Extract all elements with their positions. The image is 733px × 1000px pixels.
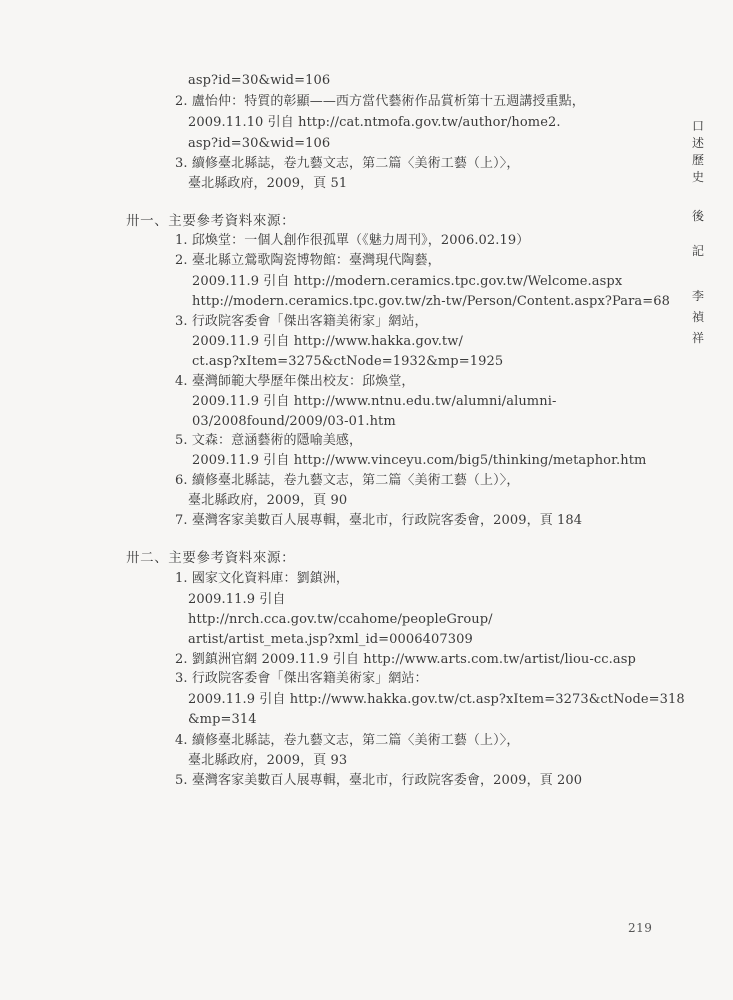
sidebar-char: 口 [691,119,704,133]
sidebar-char: 祥 [691,331,704,345]
sidebar-char: 述 [691,136,704,150]
text-line: 臺北縣政府，2009，頁 93 [188,753,348,768]
text-line: 03/2008found/2009/03-01.htm [192,414,396,429]
text-line: 5. 臺灣客家美數百人展專輯，臺北市，行政院客委會，2009，頁 200 [175,773,583,788]
sidebar-char: 史 [691,170,704,184]
text-line: &mp=314 [188,712,257,727]
section-heading: 卅一、主要參考資料來源： [126,213,296,229]
text-line: 2009.11.9 引自 http://modern.ceramics.tpc.gov.tw/Welcome.aspx [192,274,623,289]
sidebar-char: 禎 [691,310,704,324]
text-line: 3. 續修臺北縣誌，卷九藝文志，第二篇〈美術工藝（上）〉， [175,156,520,171]
text-line: 4. 臺灣師範大學歷年傑出校友：邱煥堂， [175,374,415,389]
sidebar-char: 歷 [691,153,704,167]
text-line: 2. 盧怡仲：特質的彰顯——西方當代藝術作品賞析第十五週講授重點， [175,94,585,109]
text-line: asp?id=30&wid=106 [188,136,331,151]
text-line: 2009.11.10 引自 http://cat.ntmofa.gov.tw/author/home2. [188,115,561,130]
sidebar-char: 後 [691,209,704,223]
text-line: 5. 文森：意涵藝術的隱喻美感， [175,433,363,448]
text-line: artist/artist_meta.jsp?xml_id=0006407309 [188,632,473,647]
sidebar-char: 記 [691,244,704,258]
text-line: 臺北縣政府，2009，頁 51 [188,176,348,191]
text-line: 2. 劉鎮洲官網 2009.11.9 引自 http://www.arts.com.tw/artist/liou-cc.asp [175,652,636,667]
text-line: 3. 行政院客委會「傑出客籍美術家」網站， [175,314,428,329]
text-line: 7. 臺灣客家美數百人展專輯，臺北市，行政院客委會，2009，頁 184 [175,513,583,528]
text-line: 臺北縣政府，2009，頁 90 [188,493,348,508]
text-line: 3. 行政院客委會「傑出客籍美術家」網站： [175,671,428,686]
text-line: 1. 國家文化資料庫：劉鎮洲， [175,571,350,586]
text-line: 2009.11.9 引自 [188,592,286,607]
text-line: 1. 邱煥堂：一個人創作很孤單（《魅力周刊》，2006.02.19） [175,233,530,248]
text-line: 2009.11.9 引自 http://www.vinceyu.com/big5/thinking/metaphor.htm [192,453,647,468]
text-line: 4. 續修臺北縣誌，卷九藝文志，第二篇〈美術工藝（上）〉， [175,733,520,748]
text-line: 2009.11.9 引自 http://www.hakka.gov.tw/ [192,334,463,349]
text-line: 2. 臺北縣立鶯歌陶瓷博物館：臺灣現代陶藝， [175,253,441,268]
page-number: 219 [628,921,653,935]
sidebar-char: 李 [691,289,704,303]
text-line: 6. 續修臺北縣誌，卷九藝文志，第二篇〈美術工藝（上）〉， [175,473,520,488]
text-line: http://modern.ceramics.tpc.gov.tw/zh-tw/Person/Content.aspx?Para=68 [192,294,670,309]
text-line: 2009.11.9 引自 http://www.ntnu.edu.tw/alumni/alumni- [192,394,557,409]
section-heading: 卅二、主要參考資料來源： [126,550,296,566]
text-line: 2009.11.9 引自 http://www.hakka.gov.tw/ct.asp?xItem=3273&ctNode=318 [188,692,685,707]
text-line: ct.asp?xItem=3275&ctNode=1932&mp=1925 [192,354,504,369]
text-line: asp?id=30&wid=106 [188,73,331,88]
text-line: http://nrch.cca.gov.tw/ccahome/peopleGroup/ [188,612,493,627]
